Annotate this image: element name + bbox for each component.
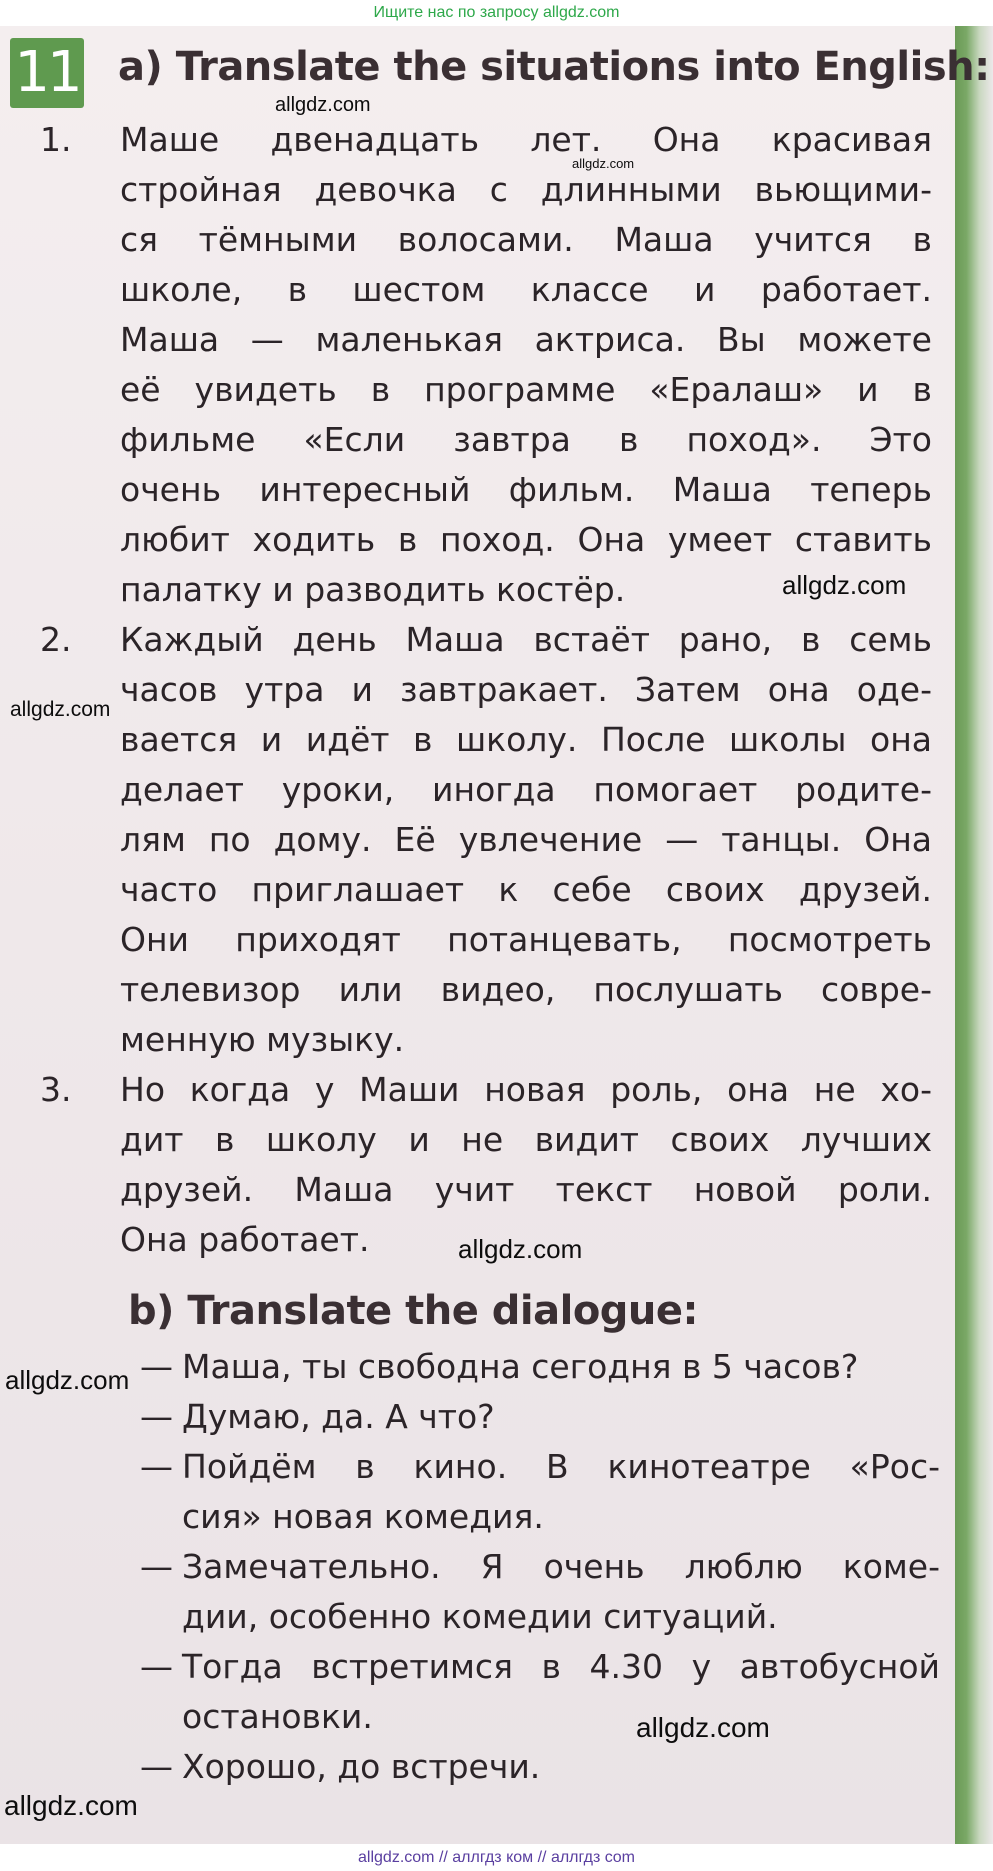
dialogue-text: Пойдём в кино. В кинотеатре «Рос-: [182, 1447, 940, 1486]
watermark: allgdz.com: [458, 1234, 583, 1264]
text-line: Маша — маленькая актриса. Вы можете: [120, 320, 932, 359]
dialogue-dash: —: [140, 1347, 173, 1386]
watermark: allgdz.com: [636, 1712, 770, 1743]
text-line: Но когда у Маши новая роль, она не хо-: [120, 1070, 932, 1109]
watermark: allgdz.com: [572, 156, 635, 171]
section-a-heading: a) Translate the situations into English:: [118, 44, 990, 90]
dialogue-line: [140, 1742, 940, 1792]
dialogue-text: дии, особенно комедии ситуаций.: [182, 1597, 778, 1636]
text-line: вается и идёт в школу. После школы она: [120, 720, 932, 759]
situation-2-text: [120, 615, 932, 1065]
watermark: allgdz.com: [5, 1365, 130, 1395]
dialogue-text: сия» новая комедия.: [182, 1497, 544, 1536]
text-line: любит ходить в поход. Она умеет ставить: [120, 520, 932, 559]
text-line: Она работает.: [120, 1220, 370, 1259]
dialogue-dash: —: [140, 1447, 173, 1486]
dialogue-dash: —: [140, 1547, 173, 1586]
text-line: школе, в шестом классе и работает.: [120, 270, 932, 309]
dialogue-line: [140, 1642, 940, 1742]
watermark: allgdz.com: [782, 570, 907, 600]
situation-1-text: [120, 115, 932, 615]
text-line: ся тёмными волосами. Маша учится в: [120, 220, 932, 259]
text-line: друзей. Маша учит текст новой роли.: [120, 1170, 932, 1209]
dialogue-text: Маша, ты свободна сегодня в 5 часов?: [182, 1347, 859, 1386]
watermark: allgdz.com: [275, 94, 371, 116]
text-line: лям по дому. Её увлечение — танцы. Она: [120, 820, 932, 859]
section-b-heading: b) Translate the dialogue:: [128, 1288, 699, 1334]
text-line: стройная девочка с длинными вьющими-: [120, 170, 932, 209]
dialogue-dash: —: [140, 1397, 173, 1436]
text-line: очень интересный фильм. Маша теперь: [120, 470, 932, 509]
text-line: менную музыку.: [120, 1020, 405, 1059]
dialogue-line: [140, 1442, 940, 1542]
dialogue-text: Хорошо, до встречи.: [182, 1747, 541, 1786]
dialogue-line: [140, 1342, 940, 1392]
watermark: allgdz.com: [4, 1790, 138, 1821]
page-edge-green-band: [955, 26, 993, 1844]
text-line: делает уроки, иногда помогает родите-: [120, 770, 932, 809]
text-line: дит в школу и не видит своих лучших: [120, 1120, 932, 1159]
dialogue: [140, 1342, 940, 1792]
dialogue-text: Думаю, да. А что?: [182, 1397, 495, 1436]
dialogue-line: [140, 1392, 940, 1442]
situation-number: 1.: [40, 120, 72, 159]
text-line: фильме «Если завтра в поход». Это: [120, 420, 932, 459]
exercise-number-badge: 11: [10, 38, 84, 108]
dialogue-dash: —: [140, 1747, 173, 1786]
text-line: её увидеть в программе «Ералаш» и в: [120, 370, 932, 409]
dialogue-text: Замечательно. Я очень люблю коме-: [182, 1547, 940, 1586]
text-line: Каждый день Маша встаёт рано, в семь: [120, 620, 932, 659]
bottom-banner: allgdz.com // аллгдз ком // аллгдз com: [0, 1844, 993, 1871]
top-banner: Ищите нас по запросу allgdz.com: [0, 0, 993, 26]
watermark: allgdz.com: [10, 698, 111, 721]
situation-number: 2.: [40, 620, 72, 659]
text-line: часто приглашает к себе своих друзей.: [120, 870, 932, 909]
dialogue-dash: —: [140, 1647, 173, 1686]
text-line: Они приходят потанцевать, посмотреть: [120, 920, 932, 959]
text-line: телевизор или видео, послушать совре-: [120, 970, 932, 1009]
text-line: палатку и разводить костёр.: [120, 570, 626, 609]
dialogue-text: Тогда встретимся в 4.30 у автобусной: [182, 1647, 940, 1686]
text-line: Маше двенадцать лет. Она красивая: [120, 120, 932, 159]
dialogue-line: [140, 1542, 940, 1642]
situation-number: 3.: [40, 1070, 72, 1109]
dialogue-text: остановки.: [182, 1697, 373, 1736]
text-line: часов утра и завтракает. Затем она оде-: [120, 670, 932, 709]
